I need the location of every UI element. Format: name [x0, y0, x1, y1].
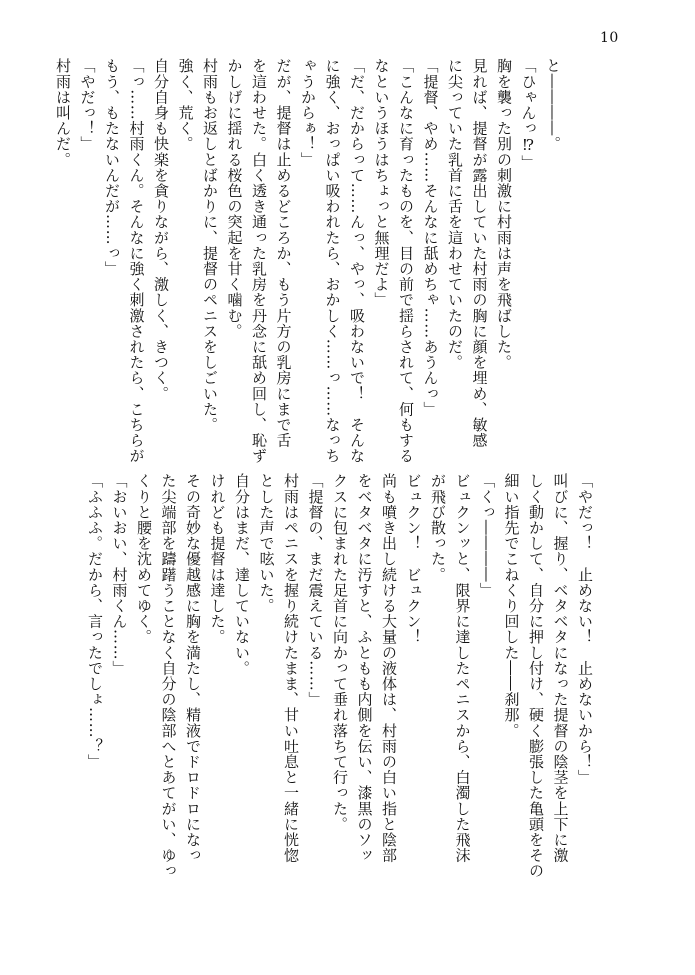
text-line: 「っ……村雨くん。そんなに強く刺激されたら、こちらが [127, 58, 146, 464]
text-line: とした声で呟いた。 [257, 473, 276, 614]
text-line: をベタベタに汚すと、ふともも内側を伝い、漆黒のソッ [355, 473, 374, 863]
text-line: を這わせた。白く透き通った乳房を丹念に舐め回し、恥ず [250, 58, 268, 464]
text-line: 「くっ――――」 [478, 473, 496, 598]
text-line: 「提督の、まだ震えている……」 [306, 473, 325, 707]
text-line: 胸を襲った別の刺激に村雨は声を飛ばした。 [495, 58, 513, 370]
text-line: 細い指先でこねくり回した――刹那。 [502, 473, 521, 739]
text-line: 強く、荒く。 [176, 58, 195, 152]
text-line: と――――。 [544, 58, 562, 152]
text-line: その奇妙な優越感に胸を満たし、精液でドロドロになっ [184, 473, 202, 863]
text-line: が飛び散った。 [429, 473, 447, 583]
text-line: 見れば、提督が露出していた村雨の胸に顔を埋め、敏感 [470, 58, 489, 448]
text-line: 自分自身も快楽を貪りながら、激しく、きつく。 [152, 58, 170, 402]
text-line: た尖端部を躊躇うことなく自分の陰部へとあてがい、ゆっ [159, 473, 178, 879]
text-line: 「やだっ！」 [78, 58, 97, 152]
text-line: 「提督、やめ……そんなに舐めちゃ……あうんっ」 [421, 58, 440, 417]
text-line: 村雨はペニスを握り続けたまま、甘い吐息と一緒に恍惚 [282, 473, 300, 863]
text-line: 「ふふふ。だから、言ったでしょ……？」 [86, 473, 104, 770]
text-line: ビュクンッと、限界に達したペニスから、白濁した飛沫 [453, 473, 472, 863]
text-line: なというほうはちょっと無理だよ」 [372, 58, 391, 308]
text-line: かしげに揺れる桜色の突起を甘く噛む。 [225, 58, 244, 339]
upper-text-block [54, 58, 565, 464]
text-line: しく動かして、自分に押し付け、硬く膨張した亀頭をその [527, 473, 545, 879]
text-line: に強く、おっぱい吸われたら、おかしく……っ……なっち [323, 58, 342, 464]
text-line: くりと腰を沈めてゆく。 [135, 473, 153, 645]
text-line: 叫びに、握り、ベタベタになった提督の陰茎を上下に激 [551, 473, 570, 863]
text-line: 村雨は叫んだ。 [54, 58, 72, 168]
text-line: 「やだっ！ 止めない！ 止めないから！」 [576, 473, 594, 785]
text-line: ビュクン！ ビュクン！ [404, 473, 423, 645]
text-line: 「だ、だからって……んっ、やっ、吸わないで！ そんな [348, 58, 366, 464]
text-line: 「こんなに育ったものを、目の前で揺らされて、何もする [397, 58, 415, 464]
text-line: ゃうからぁ！」 [299, 58, 317, 168]
text-line: だが、提督は止めるどころか、もう片方の乳房にまで舌 [274, 58, 293, 448]
text-line: 尚も噴き出し続ける大量の液体は、村雨の白い指と陰部 [380, 473, 398, 863]
text-line: 「ひゃんっ⁉」 [519, 58, 538, 171]
text-line: もう、もたないんだが……っ」 [103, 58, 121, 277]
page-number: 10 [600, 30, 619, 46]
text-line: に尖っていた乳首に舌を這わせていたのだ。 [446, 58, 464, 370]
lower-text-block [86, 473, 597, 913]
text-line: 村雨もお返しとばかりに、提督のペニスをしごいた。 [201, 58, 219, 433]
text-line: けれども提督は達した。 [208, 473, 227, 645]
text-line: 「おいおい、村雨くん……」 [110, 473, 129, 676]
text-line: クスに包まれた足首に向かって垂れ落ちて行った。 [331, 473, 349, 832]
text-line: 自分はまだ、達していない。 [233, 473, 251, 676]
